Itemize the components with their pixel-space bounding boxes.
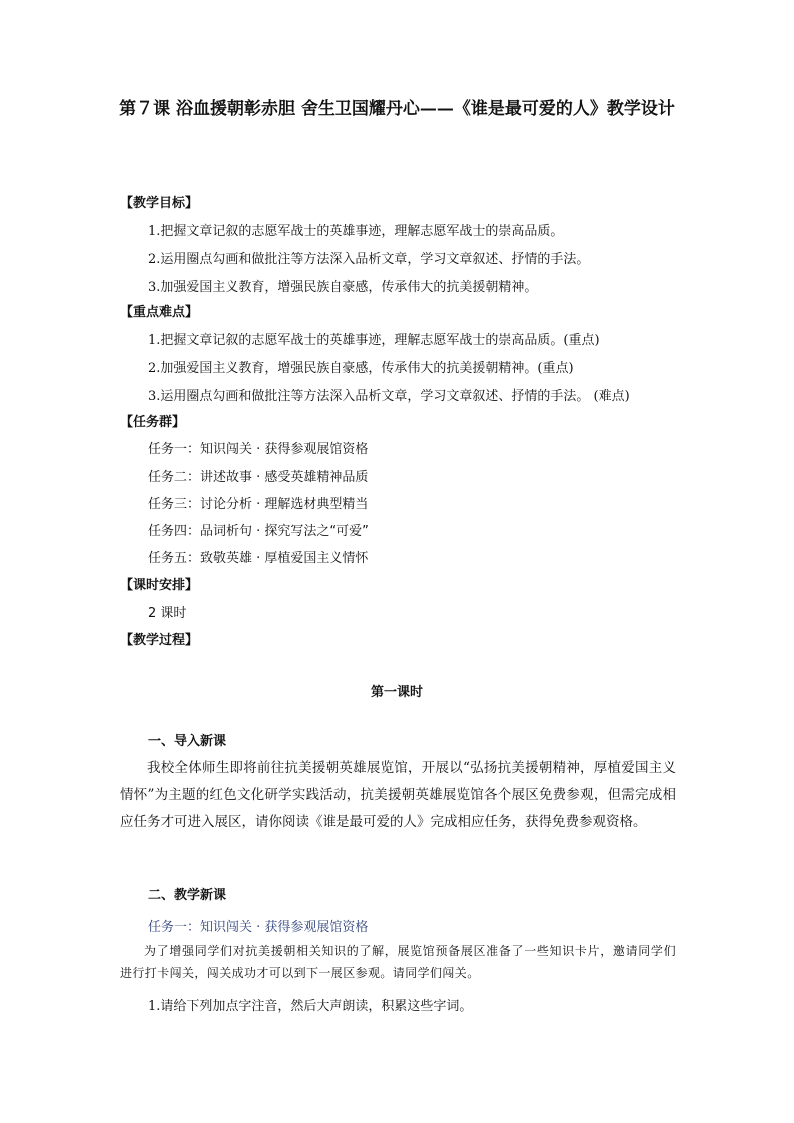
- task-item: 任务五：致敬英雄 · 厚植爱国主义情怀: [148, 551, 369, 566]
- new-lesson-heading: 二、教学新课: [148, 888, 227, 903]
- task1-title: 任务一：知识闯关 · 获得参观展馆资格: [148, 920, 369, 935]
- lesson-title: 第一课时: [370, 685, 423, 700]
- intro-heading: 一、导入新课: [148, 734, 227, 749]
- task-item: 任务二：讲述故事 · 感受英雄精神品质: [148, 470, 369, 485]
- keypoint-item: 1.把握文章记叙的志愿军战士的英雄事迹，理解志愿军战士的崇高品质。(重点): [148, 333, 600, 348]
- schedule-value: 2 课时: [148, 606, 187, 621]
- keypoint-item: 2.加强爱国主义教育，增强民族自豪感，传承伟大的抗美援朝精神。(重点): [148, 361, 574, 376]
- question-1: 1.请给下列加点字注音，然后大声朗读，积累这些字词。: [148, 999, 473, 1014]
- task1-paragraph: 为了增强同学们对抗美援朝相关知识的了解，展览馆预备展区准备了一些知识卡片，邀请同学们进行打卡闯关，闯关成功才可以到下一展区参观。请同学们闯关。: [120, 944, 676, 980]
- tasks-heading: 【任务群】: [120, 415, 186, 430]
- document-title: 第７课 浴血援朝彰赤胆 舍生卫国耀丹心——《谁是最可爱的人》教学设计: [119, 99, 675, 119]
- keypoints-heading: 【重点难点】: [120, 305, 199, 320]
- task-item: 任务一：知识闯关 · 获得参观展馆资格: [148, 442, 369, 457]
- intro-paragraph: 我校全体师生即将前往抗美援朝英雄展览馆，开展以“弘扬抗美援朝精神，厚植爱国主义情怀”为主题的红色文化研学实践活动，抗美援朝英雄展览馆各个展区免费参观，但需完成相应任务才可进入展区，请你阅读《谁是最可爱的人》完成相应任务，获得免费参观资格。: [120, 760, 676, 830]
- task-item: 任务三：讨论分析 · 理解选材典型精当: [148, 497, 369, 512]
- objective-item: 3.加强爱国主义教育，增强民族自豪感，传承伟大的抗美援朝精神。: [148, 280, 538, 295]
- keypoint-item: 3.运用圈点勾画和做批注等方法深入品析文章，学习文章叙述、抒情的手法。 (难点): [148, 389, 630, 404]
- process-heading: 【教学过程】: [120, 633, 199, 648]
- objective-item: 2.运用圈点勾画和做批注等方法深入品析文章，学习文章叙述、抒情的手法。: [148, 252, 590, 267]
- task-item: 任务四：品词析句 · 探究写法之“可爱”: [148, 524, 369, 539]
- objective-item: 1.把握文章记叙的志愿军战士的英雄事迹，理解志愿军战士的崇高品质。: [148, 224, 564, 239]
- schedule-heading: 【课时安排】: [120, 578, 199, 593]
- objectives-heading: 【教学目标】: [120, 196, 199, 211]
